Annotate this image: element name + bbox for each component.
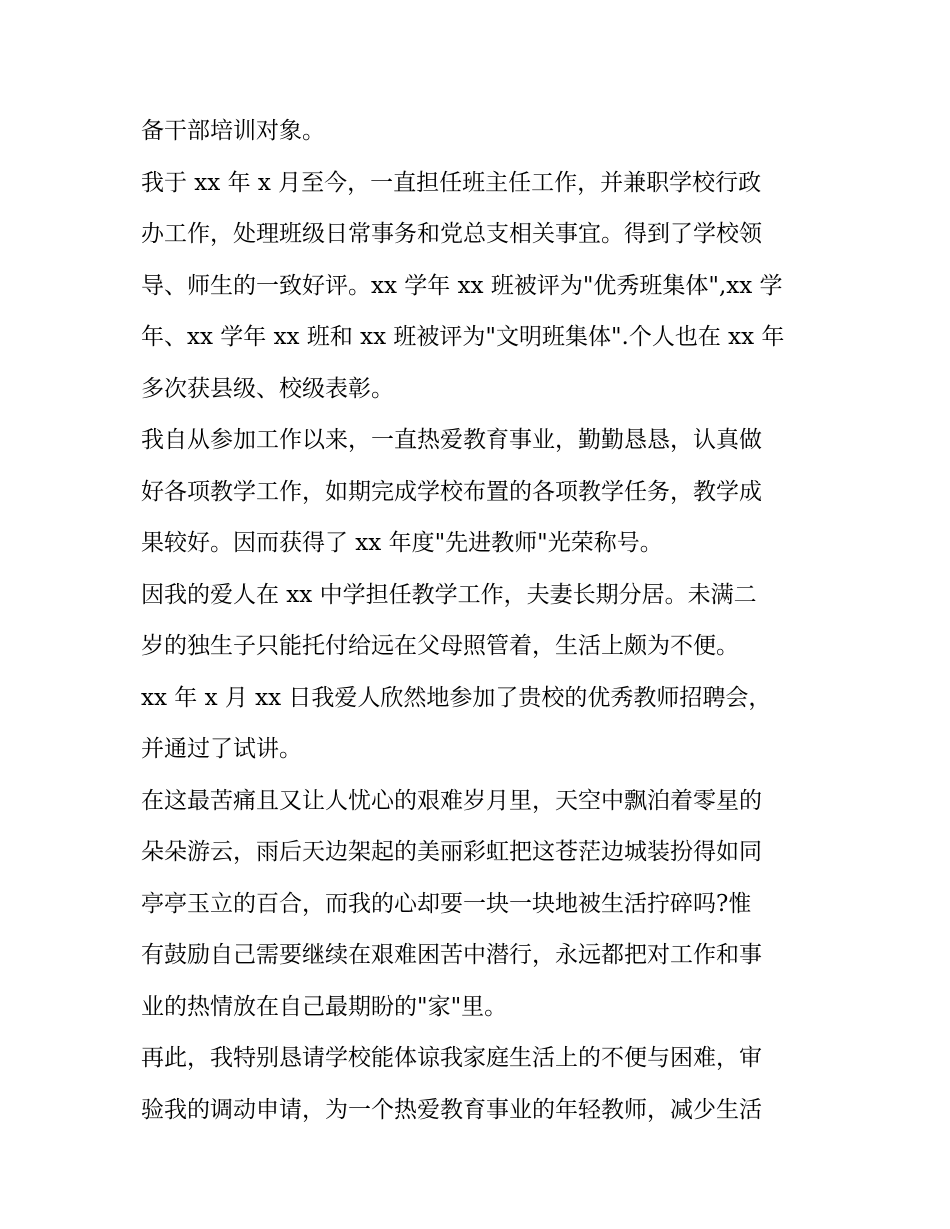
text-line: 并通过了试讲。 [141, 736, 302, 762]
text-line: 我于 xx 年 x 月至今，一直担任班主任工作，并兼职学校行政 [141, 169, 762, 196]
text-line: 办工作，处理班级日常事务和党总支相关事宜。得到了学校领 [141, 221, 762, 247]
text-line: 备干部培训对象。 [141, 118, 325, 144]
text-line: 好各项教学工作，如期完成学校布置的各项教学任务，教学成 [141, 478, 762, 505]
text-line: 朵朵游云，雨后天边架起的美丽彩虹把这苍茫边城装扮得如同 [141, 839, 762, 865]
text-line: 有鼓励自己需要继续在艰难困苦中潜行，永远都把对工作和事 [141, 942, 762, 968]
text-line: 岁的独生子只能托付给远在父母照管着，生活上颇为不便。 [141, 633, 739, 659]
text-line: 年、xx 学年 xx 班和 xx 班被评为"文明班集体".个人也在 xx 年 [141, 324, 785, 350]
text-line: 果较好。因而获得了 xx 年度"先进教师"光荣称号。 [141, 530, 663, 556]
text-line: 业的热情放在自己最期盼的"家"里。 [141, 993, 508, 1020]
text-line: 导、师生的一致好评。xx 学年 xx 班被评为"优秀班集体",xx 学 [141, 272, 783, 299]
text-line: 再此，我特别恳请学校能体谅我家庭生活上的不便与困难，审 [141, 1045, 762, 1071]
document-body [141, 106, 821, 1136]
text-line: 亭亭玉立的百合，而我的心却要一块一块地被生活拧碎吗?惟 [141, 890, 752, 917]
text-line: 我自从参加工作以来，一直热爱教育事业，勤勤恳恳，认真做 [141, 427, 762, 453]
text-line: xx 年 x 月 xx 日我爱人欣然地参加了贵校的优秀教师招聘会， [141, 684, 772, 711]
text-line: 因我的爱人在 xx 中学担任教学工作，夫妻长期分居。未满二 [141, 581, 757, 608]
text-line: 多次获县级、校级表彰。 [141, 375, 394, 402]
text-line: 验我的调动申请，为一个热爱教育事业的年轻教师，减少生活 [141, 1096, 762, 1123]
text-line: 在这最苦痛且又让人忧心的艰难岁月里，天空中飘泊着零星的 [141, 787, 762, 814]
